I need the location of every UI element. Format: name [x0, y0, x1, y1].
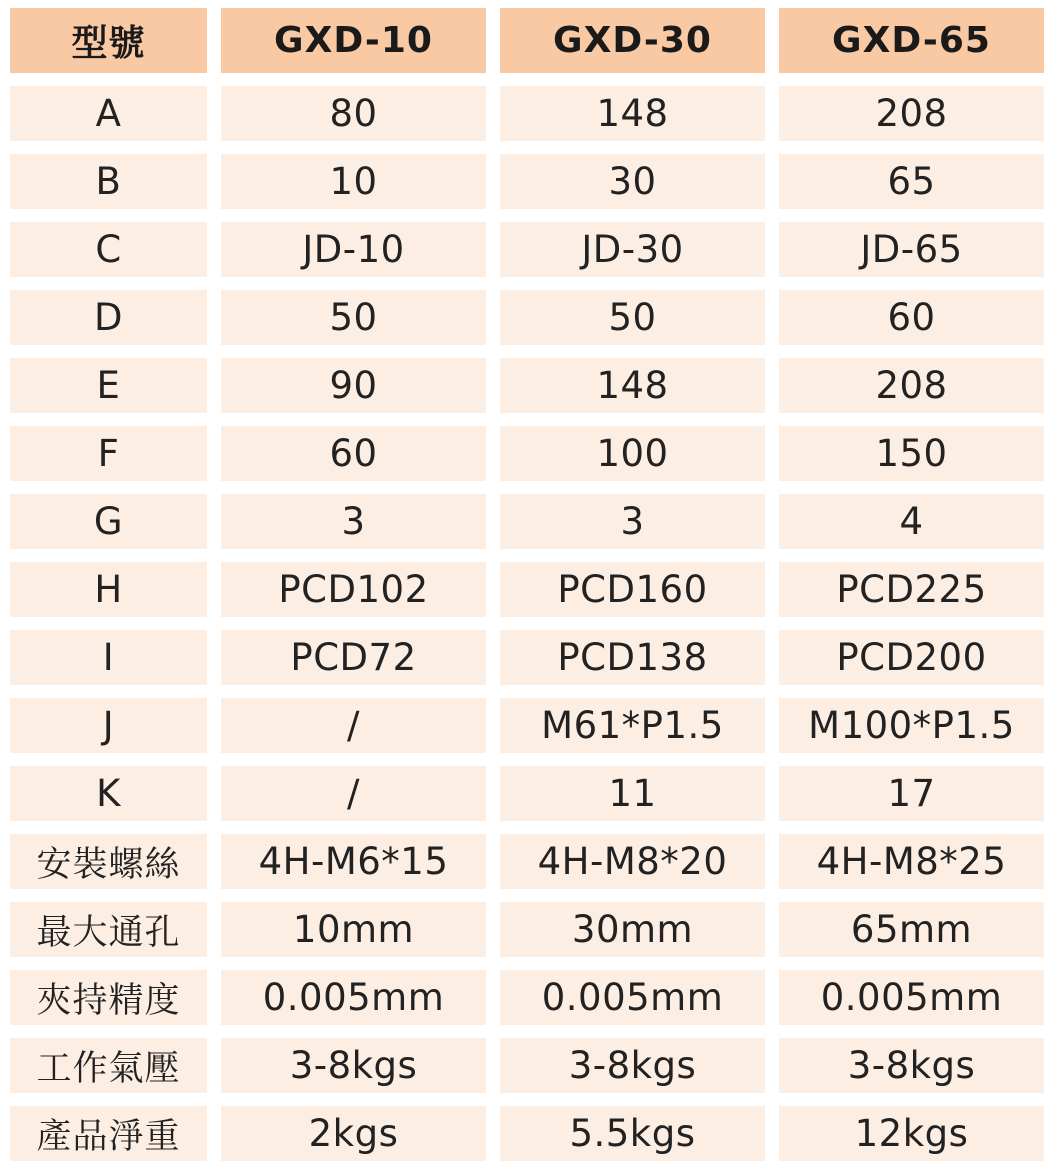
- value-cell-gxd-30: 148: [500, 86, 765, 141]
- row-label: 產品淨重: [10, 1106, 207, 1161]
- value-cell-gxd-30: 50: [500, 290, 765, 345]
- value-cell-gxd-10: 2kgs: [221, 1106, 486, 1161]
- header-model-label: 型號: [10, 8, 207, 73]
- value-cell-gxd-30: 5.5kgs: [500, 1106, 765, 1161]
- value-cell-gxd-65: 0.005mm: [779, 970, 1044, 1025]
- value-cell-gxd-10: PCD72: [221, 630, 486, 685]
- row-label: I: [10, 630, 207, 685]
- value-cell-gxd-10: JD-10: [221, 222, 486, 277]
- value-cell-gxd-65: 65mm: [779, 902, 1044, 957]
- value-cell-gxd-30: 100: [500, 426, 765, 481]
- value-cell-gxd-65: 12kgs: [779, 1106, 1044, 1161]
- value-cell-gxd-65: PCD225: [779, 562, 1044, 617]
- row-label: B: [10, 154, 207, 209]
- row-label: J: [10, 698, 207, 753]
- row-label: C: [10, 222, 207, 277]
- value-cell-gxd-10: PCD102: [221, 562, 486, 617]
- row-label: 工作氣壓: [10, 1038, 207, 1093]
- value-cell-gxd-10: /: [221, 698, 486, 753]
- row-label: 夾持精度: [10, 970, 207, 1025]
- row-label: F: [10, 426, 207, 481]
- value-cell-gxd-65: 208: [779, 358, 1044, 413]
- value-cell-gxd-10: 4H-M6*15: [221, 834, 486, 889]
- value-cell-gxd-65: 65: [779, 154, 1044, 209]
- value-cell-gxd-10: 90: [221, 358, 486, 413]
- value-cell-gxd-30: 0.005mm: [500, 970, 765, 1025]
- row-label: H: [10, 562, 207, 617]
- value-cell-gxd-30: PCD160: [500, 562, 765, 617]
- header-gxd-30: GXD-30: [500, 8, 765, 73]
- value-cell-gxd-65: 208: [779, 86, 1044, 141]
- value-cell-gxd-10: 3: [221, 494, 486, 549]
- value-cell-gxd-10: 10mm: [221, 902, 486, 957]
- header-gxd-65: GXD-65: [779, 8, 1044, 73]
- value-cell-gxd-10: 80: [221, 86, 486, 141]
- row-label: 最大通孔: [10, 902, 207, 957]
- value-cell-gxd-65: 17: [779, 766, 1044, 821]
- value-cell-gxd-10: 3-8kgs: [221, 1038, 486, 1093]
- value-cell-gxd-65: JD-65: [779, 222, 1044, 277]
- value-cell-gxd-65: 3-8kgs: [779, 1038, 1044, 1093]
- spec-table: [10, 8, 1044, 1161]
- row-label: D: [10, 290, 207, 345]
- row-label: A: [10, 86, 207, 141]
- row-label: E: [10, 358, 207, 413]
- value-cell-gxd-30: 4H-M8*20: [500, 834, 765, 889]
- value-cell-gxd-10: 50: [221, 290, 486, 345]
- value-cell-gxd-30: 3: [500, 494, 765, 549]
- value-cell-gxd-30: 3-8kgs: [500, 1038, 765, 1093]
- value-cell-gxd-10: 10: [221, 154, 486, 209]
- value-cell-gxd-30: JD-30: [500, 222, 765, 277]
- value-cell-gxd-30: 11: [500, 766, 765, 821]
- row-label: K: [10, 766, 207, 821]
- value-cell-gxd-30: 148: [500, 358, 765, 413]
- value-cell-gxd-30: PCD138: [500, 630, 765, 685]
- value-cell-gxd-10: 60: [221, 426, 486, 481]
- value-cell-gxd-10: 0.005mm: [221, 970, 486, 1025]
- value-cell-gxd-30: M61*P1.5: [500, 698, 765, 753]
- row-label: 安裝螺絲: [10, 834, 207, 889]
- header-gxd-10: GXD-10: [221, 8, 486, 73]
- value-cell-gxd-65: PCD200: [779, 630, 1044, 685]
- row-label: G: [10, 494, 207, 549]
- value-cell-gxd-65: 150: [779, 426, 1044, 481]
- value-cell-gxd-65: 4H-M8*25: [779, 834, 1044, 889]
- value-cell-gxd-65: 4: [779, 494, 1044, 549]
- value-cell-gxd-30: 30: [500, 154, 765, 209]
- value-cell-gxd-65: M100*P1.5: [779, 698, 1044, 753]
- value-cell-gxd-10: /: [221, 766, 486, 821]
- value-cell-gxd-65: 60: [779, 290, 1044, 345]
- value-cell-gxd-30: 30mm: [500, 902, 765, 957]
